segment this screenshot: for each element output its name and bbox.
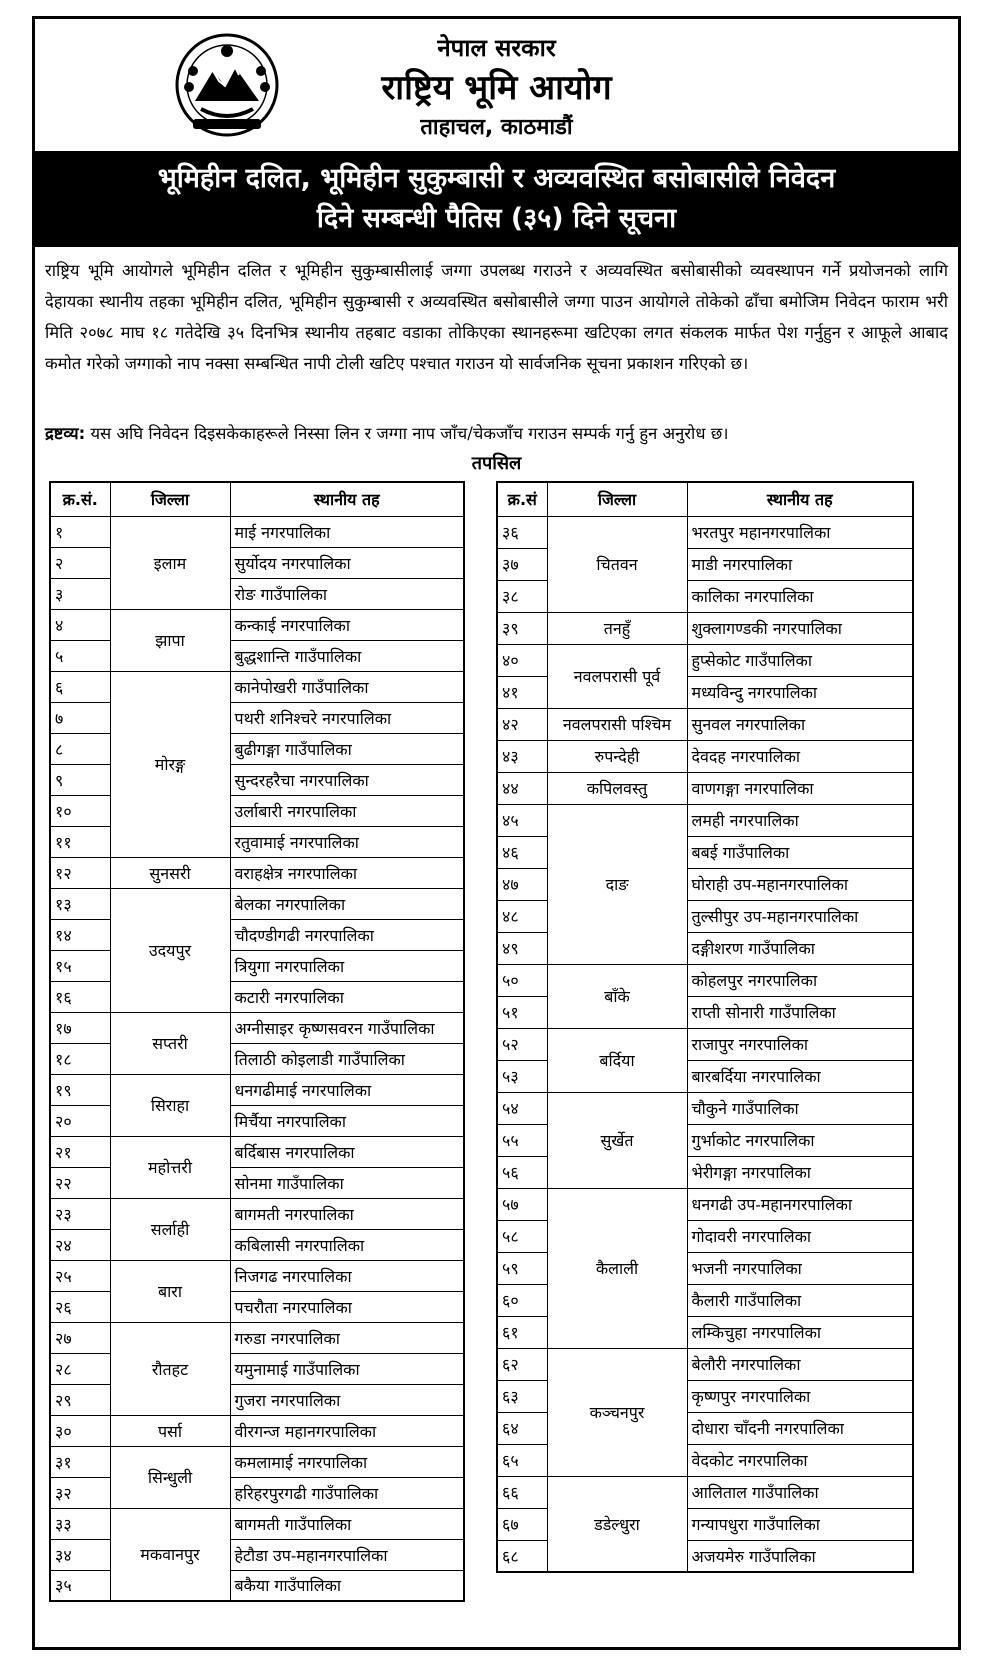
col-header-local-level: स्थानीय तह	[687, 482, 913, 516]
local-level-name: रतुवामाई नगरपालिका	[230, 826, 464, 857]
district-name: बारा	[110, 1260, 230, 1322]
table-row	[50, 1012, 464, 1043]
local-level-name: माई नगरपालिका	[230, 516, 464, 547]
serial-number: ५५	[497, 1124, 547, 1156]
district-name: डडेल्धुरा	[547, 1476, 687, 1572]
table-row	[497, 516, 913, 548]
local-level-name: सुनवल नगरपालिका	[687, 708, 913, 740]
table-row	[497, 772, 913, 804]
local-level-name: तुल्सीपुर उप-महानगरपालिका	[687, 900, 913, 932]
local-level-name: बागमती नगरपालिका	[230, 1198, 464, 1229]
district-name: कपिलवस्तु	[547, 772, 687, 804]
table-row	[50, 1260, 464, 1291]
local-level-name: कटारी नगरपालिका	[230, 981, 464, 1012]
local-level-name: कोहलपुर नगरपालिका	[687, 964, 913, 996]
local-level-name: गरुडा नगरपालिका	[230, 1322, 464, 1353]
district-name: कैलाली	[547, 1188, 687, 1348]
local-level-name: पथरी शनिश्चरे नगरपालिका	[230, 702, 464, 733]
district-name: मकवानपुर	[110, 1508, 230, 1601]
district-name: सप्तरी	[110, 1012, 230, 1074]
local-level-name: गुजरा नगरपालिका	[230, 1384, 464, 1415]
local-level-name: बेलौरी नगरपालिका	[687, 1348, 913, 1380]
serial-number: ९	[50, 764, 110, 795]
serial-number: ३८	[497, 580, 547, 612]
col-header-sn: क्र.सं	[497, 482, 547, 516]
notice-frame	[32, 16, 961, 1650]
district-name: उदयपुर	[110, 888, 230, 1012]
local-level-name: बारबर्दिया नगरपालिका	[687, 1060, 913, 1092]
district-name: झापा	[110, 609, 230, 671]
local-level-name: तिलाठी कोइलाडी गाउँपालिका	[230, 1043, 464, 1074]
local-level-name: बबई गाउँपालिका	[687, 836, 913, 868]
serial-number: ५	[50, 640, 110, 671]
local-level-name: बुद्धशान्ति गाउँपालिका	[230, 640, 464, 671]
table-row	[497, 1028, 913, 1060]
local-level-name: राजापुर नगरपालिका	[687, 1028, 913, 1060]
col-header-local-level: स्थानीय तह	[230, 482, 464, 516]
local-level-name: दोधारा चाँदनी नगरपालिका	[687, 1412, 913, 1444]
serial-number: ६४	[497, 1412, 547, 1444]
district-name: तनहुँ	[547, 612, 687, 644]
serial-number: ५३	[497, 1060, 547, 1092]
local-level-name: गुर्भाकोट नगरपालिका	[687, 1124, 913, 1156]
banner-line-1: भूमिहीन दलित, भूमिहीन सुकुम्बासी र अव्यवस्थित बसोबासीले निवेदन	[157, 163, 836, 194]
serial-number: ४०	[497, 644, 547, 676]
local-level-name: हरिहरपुरगढी गाउँपालिका	[230, 1477, 464, 1508]
serial-number: २९	[50, 1384, 110, 1415]
local-level-name: कैलारी गाउँपालिका	[687, 1284, 913, 1316]
serial-number: १३	[50, 888, 110, 919]
serial-number: ५७	[497, 1188, 547, 1220]
serial-number: २८	[50, 1353, 110, 1384]
serial-number: ४	[50, 609, 110, 640]
serial-number: १५	[50, 950, 110, 981]
serial-number: २१	[50, 1136, 110, 1167]
schedule-table-right	[496, 481, 914, 1573]
serial-number: ३	[50, 578, 110, 609]
schedule-subtitle: तपसिल	[471, 453, 522, 474]
local-level-name: लम्किचुहा नगरपालिका	[687, 1316, 913, 1348]
serial-number: १२	[50, 857, 110, 888]
col-header-sn: क्र.सं.	[50, 482, 110, 516]
serial-number: ३१	[50, 1446, 110, 1477]
table-row	[497, 1092, 913, 1124]
serial-number: ५४	[497, 1092, 547, 1124]
serial-number: ३९	[497, 612, 547, 644]
local-level-name: पचरौता नगरपालिका	[230, 1291, 464, 1322]
serial-number: १०	[50, 795, 110, 826]
banner-line-2: दिने सम्बन्धी पैतिस (३५) दिने सूचना	[316, 203, 677, 234]
serial-number: ४९	[497, 932, 547, 964]
serial-number: १७	[50, 1012, 110, 1043]
local-level-name: भजनी नगरपालिका	[687, 1252, 913, 1284]
serial-number: ४६	[497, 836, 547, 868]
header-commission: राष्ट्रिय भूमि आयोग	[381, 68, 612, 108]
serial-number: ४८	[497, 900, 547, 932]
local-level-name: उर्लाबारी नगरपालिका	[230, 795, 464, 826]
table-row	[50, 1136, 464, 1167]
note-label: द्रष्टव्य:	[45, 424, 86, 443]
district-name: सुर्खेत	[547, 1092, 687, 1188]
district-name: सर्लाही	[110, 1198, 230, 1260]
district-name: महोत्तरी	[110, 1136, 230, 1198]
local-level-name: सुर्योदय नगरपालिका	[230, 547, 464, 578]
local-level-name: त्रियुगा नगरपालिका	[230, 950, 464, 981]
district-name: कञ्चनपुर	[547, 1348, 687, 1476]
local-level-name: कृष्णपुर नगरपालिका	[687, 1380, 913, 1412]
local-level-name: वाणगङ्गा नगरपालिका	[687, 772, 913, 804]
table-row	[50, 1198, 464, 1229]
serial-number: ६३	[497, 1380, 547, 1412]
local-level-name: रोङ गाउँपालिका	[230, 578, 464, 609]
serial-number: ३७	[497, 548, 547, 580]
serial-number: २७	[50, 1322, 110, 1353]
local-level-name: हुप्सेकोट गाउँपालिका	[687, 644, 913, 676]
serial-number: १८	[50, 1043, 110, 1074]
local-level-name: बर्दिबास नगरपालिका	[230, 1136, 464, 1167]
table-row	[50, 516, 464, 547]
serial-number: ७	[50, 702, 110, 733]
table-header-row	[50, 482, 464, 516]
note-paragraph	[45, 421, 948, 444]
district-name: रौतहट	[110, 1322, 230, 1415]
local-level-name: सोनमा गाउँपालिका	[230, 1167, 464, 1198]
serial-number: २६	[50, 1291, 110, 1322]
local-level-name: बकैया गाउँपालिका	[230, 1570, 464, 1601]
table-row	[50, 1074, 464, 1105]
serial-number: १६	[50, 981, 110, 1012]
serial-number: ५९	[497, 1252, 547, 1284]
serial-number: ६५	[497, 1444, 547, 1476]
district-name: सुनसरी	[110, 857, 230, 888]
local-level-name: धनगढी उप-महानगरपालिका	[687, 1188, 913, 1220]
local-level-name: वराहक्षेत्र नगरपालिका	[230, 857, 464, 888]
serial-number: ४५	[497, 804, 547, 836]
district-name: नवलपरासी पूर्व	[547, 644, 687, 708]
local-level-name: कबिलासी नगरपालिका	[230, 1229, 464, 1260]
serial-number: २३	[50, 1198, 110, 1229]
notice-header	[35, 19, 958, 150]
district-name: इलाम	[110, 516, 230, 609]
table-row	[497, 708, 913, 740]
local-level-name: यमुनामाई गाउँपालिका	[230, 1353, 464, 1384]
local-level-name: चौदण्डीगढी नगरपालिका	[230, 919, 464, 950]
serial-number: ३०	[50, 1415, 110, 1446]
district-name: बाँके	[547, 964, 687, 1028]
local-level-name: देवदह नगरपालिका	[687, 740, 913, 772]
serial-number: ४३	[497, 740, 547, 772]
table-row	[497, 644, 913, 676]
serial-number: ५६	[497, 1156, 547, 1188]
header-address: ताहाचल, काठमाडौं	[420, 115, 573, 140]
table-row	[50, 1446, 464, 1477]
local-level-name: राप्ती सोनारी गाउँपालिका	[687, 996, 913, 1028]
district-name: दाङ	[547, 804, 687, 964]
local-level-name: घोराही उप-महानगरपालिका	[687, 868, 913, 900]
local-level-name: शुक्लागण्डकी नगरपालिका	[687, 612, 913, 644]
header-govt: नेपाल सरकार	[437, 34, 556, 62]
local-level-name: दङ्गीशरण गाउँपालिका	[687, 932, 913, 964]
local-level-name: गोदावरी नगरपालिका	[687, 1220, 913, 1252]
serial-number: ५०	[497, 964, 547, 996]
serial-number: ४७	[497, 868, 547, 900]
table-row	[497, 1476, 913, 1508]
local-level-name: गन्यापधुरा गाउँपालिका	[687, 1508, 913, 1540]
local-level-name: भरतपुर महानगरपालिका	[687, 516, 913, 548]
serial-number: २	[50, 547, 110, 578]
district-name: सिन्धुली	[110, 1446, 230, 1508]
district-name: मोरङ्ग	[110, 671, 230, 857]
district-name: रुपन्देही	[547, 740, 687, 772]
district-name: सिराहा	[110, 1074, 230, 1136]
district-name: पर्सा	[110, 1415, 230, 1446]
schedule-table-left	[49, 481, 465, 1602]
serial-number: ५१	[497, 996, 547, 1028]
serial-number: २०	[50, 1105, 110, 1136]
table-row	[50, 671, 464, 702]
table-row	[50, 1322, 464, 1353]
table-row	[50, 1508, 464, 1539]
serial-number: ६७	[497, 1508, 547, 1540]
serial-number: ६८	[497, 1540, 547, 1572]
serial-number: ४४	[497, 772, 547, 804]
local-level-name: भेरीगङ्गा नगरपालिका	[687, 1156, 913, 1188]
serial-number: ३४	[50, 1539, 110, 1570]
local-level-name: आलिताल गाउँपालिका	[687, 1476, 913, 1508]
intro-paragraph: राष्ट्रिय भूमि आयोगले भूमिहीन दलित र भूमिहीन सुकुम्बासीलाई जग्गा उपलब्ध गराउने र अव्यवस्थित बसोबासीको व्यवस्थापन गर्ने प्रयोजनको लागि देहायका स्थानीय तहका भूमिहीन दलित, भूमिहीन सुकुम्बासी र अव्यवस्थित बसोबासीले जग्गा पाउन आयोगले तोकेको ढाँचा बमोजिम निवेदन फाराम भरी मिति २०७८ माघ १८ गतेदेखि ३५ दिनभित्र स्थानीय तहबाट वडाका तोकिएका स्थानहरूमा खटिएका लगत संकलक मार्फत पेश गर्नुहुन र आफूले आबाद कमोत गरेको जग्गाको नाप नक्सा सम्बन्धित नापी टोली खटिए पश्चात गराउन यो सार्वजनिक सूचना प्रकाशन गरिएको छ।	[45, 261, 948, 373]
local-level-name: वीरगन्ज महानगरपालिका	[230, 1415, 464, 1446]
table-row	[50, 857, 464, 888]
col-header-district: जिल्ला	[547, 482, 687, 516]
table-row	[497, 804, 913, 836]
district-name: बर्दिया	[547, 1028, 687, 1092]
local-level-name: बेलका नगरपालिका	[230, 888, 464, 919]
local-level-name: माडी नगरपालिका	[687, 548, 913, 580]
local-level-name: मिर्चैया नगरपालिका	[230, 1105, 464, 1136]
serial-number: ११	[50, 826, 110, 857]
serial-number: ३३	[50, 1508, 110, 1539]
local-level-name: चौकुने गाउँपालिका	[687, 1092, 913, 1124]
local-level-name: अजयमेरु गाउँपालिका	[687, 1540, 913, 1572]
local-level-name: कानेपोखरी गाउँपालिका	[230, 671, 464, 702]
table-header-row	[497, 482, 913, 516]
serial-number: ५८	[497, 1220, 547, 1252]
table-row	[50, 888, 464, 919]
local-level-name: कालिका नगरपालिका	[687, 580, 913, 612]
serial-number: १४	[50, 919, 110, 950]
local-level-name: वेदकोट नगरपालिका	[687, 1444, 913, 1476]
table-row	[497, 1188, 913, 1220]
table-row	[497, 1348, 913, 1380]
table-row	[50, 609, 464, 640]
serial-number: ३६	[497, 516, 547, 548]
local-level-name: बागमती गाउँपालिका	[230, 1508, 464, 1539]
district-name: चितवन	[547, 516, 687, 612]
local-level-name: कमलामाई नगरपालिका	[230, 1446, 464, 1477]
table-row	[50, 1415, 464, 1446]
local-level-name: मध्यविन्दु नगरपालिका	[687, 676, 913, 708]
table-row	[497, 964, 913, 996]
serial-number: ३५	[50, 1570, 110, 1601]
serial-number: ३२	[50, 1477, 110, 1508]
local-level-name: हेटौडा उप-महानगरपालिका	[230, 1539, 464, 1570]
local-level-name: लमही नगरपालिका	[687, 804, 913, 836]
local-level-name: कन्काई नगरपालिका	[230, 609, 464, 640]
serial-number: १	[50, 516, 110, 547]
serial-number: २२	[50, 1167, 110, 1198]
serial-number: २५	[50, 1260, 110, 1291]
local-level-name: बुढीगङ्गा गाउँपालिका	[230, 733, 464, 764]
col-header-district: जिल्ला	[110, 482, 230, 516]
note-text: यस अघि निवेदन दिइसकेकाहरूले निस्सा लिन र जग्गा नाप जाँच/चेकजाँच गराउन सम्पर्क गर्नु हुन अनुरोध छ।	[90, 424, 729, 443]
serial-number: १९	[50, 1074, 110, 1105]
district-name: नवलपरासी पश्चिम	[547, 708, 687, 740]
local-level-name: अग्नीसाइर कृष्णसवरन गाउँपालिका	[230, 1012, 464, 1043]
local-level-name: सुन्दरहरैचा नगरपालिका	[230, 764, 464, 795]
serial-number: ५२	[497, 1028, 547, 1060]
serial-number: ६२	[497, 1348, 547, 1380]
notice-title-banner	[35, 151, 958, 247]
local-level-name: धनगढीमाई नगरपालिका	[230, 1074, 464, 1105]
table-row	[497, 740, 913, 772]
serial-number: ६	[50, 671, 110, 702]
local-level-name: निजगढ नगरपालिका	[230, 1260, 464, 1291]
serial-number: ८	[50, 733, 110, 764]
serial-number: ४२	[497, 708, 547, 740]
serial-number: ६१	[497, 1316, 547, 1348]
table-row	[497, 612, 913, 644]
serial-number: ६०	[497, 1284, 547, 1316]
serial-number: ६६	[497, 1476, 547, 1508]
serial-number: ४१	[497, 676, 547, 708]
serial-number: २४	[50, 1229, 110, 1260]
